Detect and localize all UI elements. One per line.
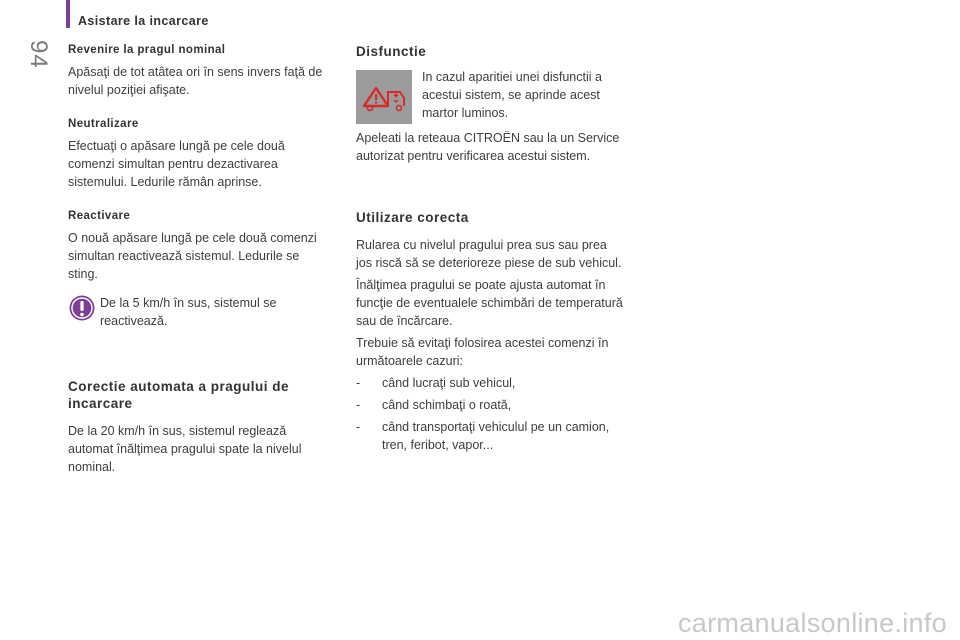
warning-lamp-block [356, 70, 624, 126]
header-accent-bar [66, 0, 70, 28]
exclamation-icon [68, 294, 96, 322]
section-heading: Neutralizare [68, 118, 139, 130]
bullet-list [356, 374, 624, 454]
section-neutralizare [68, 116, 330, 191]
section-utilizare [356, 209, 624, 454]
list-dash: - [356, 398, 361, 412]
watermark: carmanualsonline.info [678, 608, 947, 638]
list-dash: - [356, 420, 361, 434]
section-revenire [68, 42, 330, 99]
list-item [356, 418, 624, 454]
paragraph: Înălţimea pragului se poate ajusta automat în funcţie de eventualele schimbări de temperatură sau de încărcare. [356, 278, 623, 328]
paragraph: Rularea cu nivelul pragului prea sus sau prea jos riscă să se deterioreze piese de sub vehicul. [356, 238, 622, 270]
paragraph: Trebuie să evitaţi folosirea acestei comenzi în următoarele cazuri: [356, 336, 609, 368]
section-heading: Utilizare corecta [356, 210, 469, 225]
list-dash: - [356, 376, 361, 390]
list-item-text: când lucraţi sub vehicul, [382, 376, 516, 390]
list-item [356, 374, 624, 392]
section-reactivare [68, 208, 330, 283]
section-disfunctie [356, 43, 624, 60]
paragraph: De la 20 km/h în sus, sistemul reglează automat înălţimea pragului spate la nivelul nominal. [68, 424, 302, 474]
section-corectie [68, 378, 330, 476]
running-header: Asistare la incarcare [78, 14, 209, 28]
paragraph: Efectuaţi o apăsare lungă pe cele două comenzi simultan pentru dezactivarea sistemului. Ledurile rămân aprinse. [68, 139, 285, 189]
disfunctie-paragraph-block [356, 129, 624, 165]
list-item-text: când schimbaţi o roată, [382, 398, 512, 412]
list-item [356, 396, 624, 414]
paragraph: Apăsaţi de tot atâtea ori în sens invers faţă de nivelul poziţiei afişate. [68, 65, 323, 97]
page-number: 94 [25, 40, 52, 69]
section-heading: Corectie automata a pragului de incarcare [68, 379, 290, 411]
vehicle-suspension-warning-icon [356, 70, 412, 124]
paragraph: O nouă apăsare lungă pe cele două comenzi simultan reactivează sistemul. Ledurile se sting. [68, 231, 317, 281]
section-heading: Disfunctie [356, 44, 427, 59]
warning-text: In cazul aparitiei unei disfunctii a acestui sistem, se aprinde acest martor luminos. [422, 70, 602, 120]
note-text: De la 5 km/h în sus, sistemul se reactivează. [100, 296, 277, 328]
section-heading: Revenire la pragul nominal [68, 44, 226, 56]
list-item-text: când transportaţi vehiculul pe un camion, tren, feribot, vapor... [382, 420, 610, 452]
paragraph: Apeleati la reteaua CITROËN sau la un Service autorizat pentru verificarea acestui sistem. [356, 131, 620, 163]
warning-lamp-box [356, 70, 412, 124]
section-heading: Reactivare [68, 210, 131, 222]
